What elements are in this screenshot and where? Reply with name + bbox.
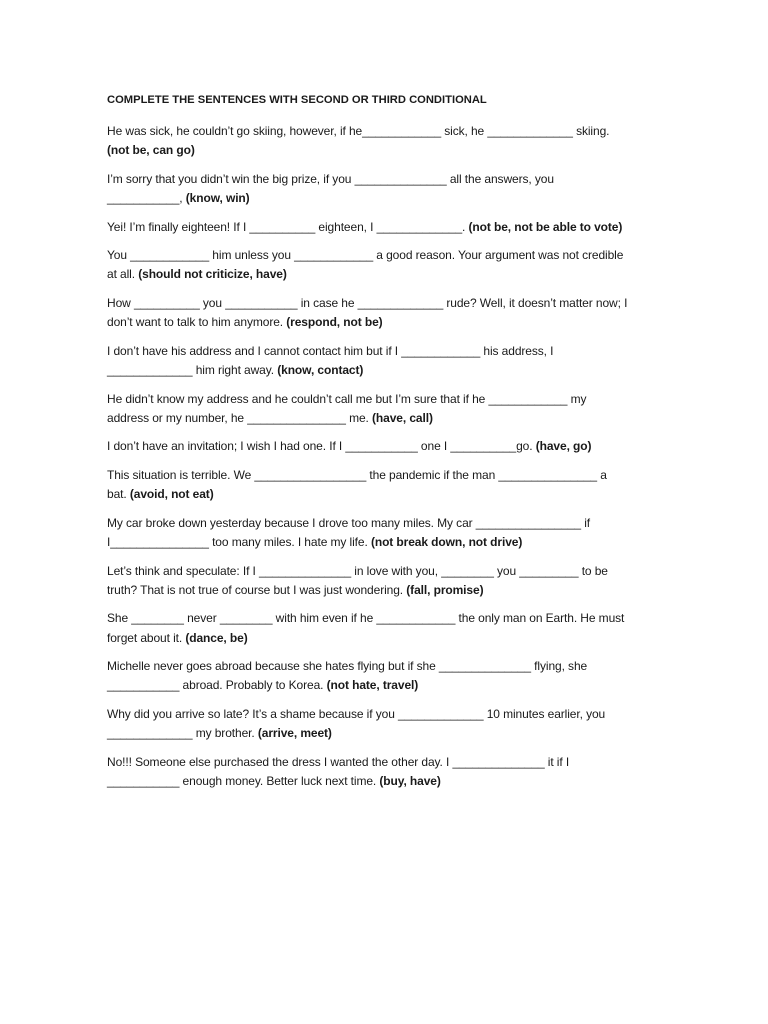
sentence-line (107, 170, 668, 189)
sentence-line (107, 533, 668, 552)
sentence-text: Michelle never goes abroad because she hates flying but if she ______________ flying, she (107, 659, 588, 674)
sentence-line (107, 485, 668, 504)
sentence-text: My car broke down yesterday because I drove too many miles. My car ________________ if (107, 515, 591, 530)
sentence-line (107, 676, 668, 695)
sentence-text: ___________, (107, 191, 186, 205)
sentence-line (107, 609, 668, 628)
sentence-text: ___________ enough money. Better luck next time. (107, 773, 380, 788)
sentence-text: don’t want to talk to him anymore. (107, 315, 287, 330)
sentence-text: address or my number, he _______________ me. (107, 410, 373, 425)
exercise-sentence (107, 390, 668, 428)
sentence-line (107, 724, 668, 743)
exercise-sentence (107, 170, 668, 208)
sentence-line (107, 390, 668, 409)
sentence-line (107, 265, 668, 284)
sentence-text: _____________ him right away. (107, 362, 278, 377)
sentence-text: at all. (107, 267, 139, 282)
exercise-sentence (107, 466, 668, 504)
exercise-sentence (107, 246, 668, 284)
sentence-text: She ________ never ________ with him even if he ____________ the only man on Earth. He must (107, 611, 625, 626)
sentence-line (107, 342, 668, 361)
sentence-line (107, 514, 668, 533)
verb-hint: (avoid, not eat) (129, 487, 214, 502)
sentence-text: forget about it. (107, 630, 186, 645)
sentence-text: How __________ you ___________ in case he _____________ rude? Well, it doesn’t matter now; I (107, 295, 628, 310)
sentence-line (107, 246, 668, 265)
sentence-line (107, 581, 668, 600)
sentence-line (107, 294, 668, 313)
sentence-text: bat. (107, 487, 130, 502)
exercise-sentence (107, 753, 668, 791)
exercise-sentence (107, 562, 668, 600)
sentence-text: This situation is terrible. We _________________ the pandemic if the man _______________ a (107, 467, 607, 482)
verb-hint: (not break down, not drive) (370, 534, 523, 549)
sentence-text: I’m sorry that you didn’t win the big prize, if you ______________ all the answers, you (107, 171, 554, 186)
sentence-text: truth? That is not true of course but I was just wondering. (107, 582, 407, 597)
verb-hint: (not be, not be able to vote) (468, 219, 623, 234)
sentence-text: You ____________ him unless you ____________ a good reason. Your argument was not credible (107, 248, 624, 263)
exercise-sentence (107, 294, 668, 332)
sentence-line (107, 409, 668, 428)
sentence-line (107, 466, 668, 485)
exercise-sentence (107, 218, 668, 237)
sentence-line (107, 141, 668, 160)
sentence-text: Let’s think and speculate: If I ______________ in love with you, ________ you _________ to be (107, 563, 608, 578)
verb-hint: (know, win) (185, 191, 250, 205)
verb-hint: (arrive, meet) (257, 726, 332, 741)
sentence-text: I don’t have an invitation; I wish I had one. If I ___________ one I __________go. (107, 439, 536, 454)
exercise-sentence (107, 514, 668, 552)
sentence-text: ___________ abroad. Probably to Korea. (107, 678, 327, 693)
verb-hint: (dance, be) (185, 630, 248, 645)
sentence-line (107, 562, 668, 581)
sentence-line (107, 361, 668, 380)
verb-hint: (know, contact) (277, 362, 364, 377)
sentence-line (107, 437, 668, 456)
sentence-line (107, 753, 668, 772)
verb-hint: (should not criticize, have) (138, 267, 287, 282)
exercise-sentence (107, 342, 668, 380)
sentence-text: Yei! I’m finally eighteen! If I __________ eighteen, I _____________. (107, 219, 469, 234)
exercise-sentence (107, 122, 668, 160)
verb-hint: (have, go) (535, 439, 592, 454)
verb-hint: (not be, can go) (107, 143, 195, 158)
sentence-line (107, 772, 668, 791)
sentence-line (107, 313, 668, 332)
exercise-sentence (107, 705, 668, 743)
exercise-sentence (107, 657, 668, 695)
sentence-line (107, 218, 668, 237)
sentence-text: No!!! Someone else purchased the dress I wanted the other day. I ______________ it if I (107, 754, 570, 769)
sentence-text: I_______________ too many miles. I hate my life. (107, 534, 371, 549)
sentence-text: _____________ my brother. (107, 726, 258, 741)
sentence-text: I don’t have his address and I cannot contact him but if I ____________ his address, I (107, 343, 554, 358)
verb-hint: (fall, promise) (406, 582, 484, 597)
worksheet-title: COMPLETE THE SENTENCES WITH SECOND OR THIRD CONDITIONAL (107, 94, 487, 106)
verb-hint: (respond, not be) (286, 315, 383, 330)
sentence-line (107, 657, 668, 676)
verb-hint: (buy, have) (379, 773, 441, 788)
verb-hint: (have, call) (372, 410, 433, 425)
sentence-text: Why did you arrive so late? It’s a shame because if you _____________ 10 minutes earlier, you (107, 706, 606, 721)
verb-hint: (not hate, travel) (326, 678, 419, 693)
sentence-text: He was sick, he couldn’t go skiing, however, if he____________ sick, he _____________ skiing. (107, 124, 610, 138)
sentence-line (107, 189, 668, 208)
exercise-sentence (107, 437, 668, 456)
exercise-list (107, 122, 668, 791)
exercise-sentence (107, 609, 668, 647)
sentence-line (107, 705, 668, 724)
sentence-text: He didn’t know my address and he couldn’t call me but I’m sure that if he ____________ my (107, 391, 587, 406)
sentence-line (107, 122, 668, 141)
sentence-line (107, 629, 668, 648)
